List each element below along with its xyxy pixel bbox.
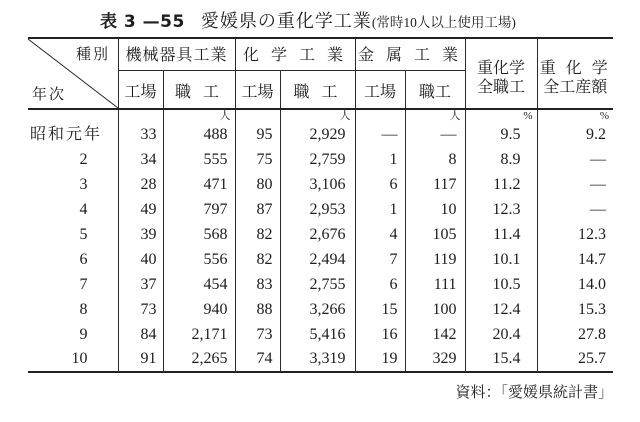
machinery-factories-cell: 34 [118, 147, 163, 172]
heavy-chem-output-pct-cell: 15.3 [537, 297, 613, 322]
chemical-workers-cell: 3,106 [280, 172, 355, 197]
chemical-workers-cell: 5,416 [280, 322, 355, 347]
heavy-chem-workers-pct-cell: 11.2 [465, 172, 537, 197]
heavy-chem-workers-pct-cell: 20.4 [465, 322, 537, 347]
chemical-factories-cell: 82 [235, 247, 280, 272]
heavy-chem-output-pct-cell: — [537, 147, 613, 172]
machinery-workers-cell: 454 [163, 272, 235, 297]
heavy-chem-output-pct-cell: 9.2 [537, 122, 613, 147]
heavy-chem-workers-pct-cell: 10.5 [465, 272, 537, 297]
year-cell: 5 [79, 225, 88, 243]
metal-factories-cell: 19 [355, 347, 405, 372]
group-chemical-header: 化 学 工 業 [235, 38, 355, 70]
units-heavy-chem-workers: % [465, 109, 537, 122]
heavy-chem-workers-header [465, 38, 537, 109]
chemical-workers-cell: 2,755 [280, 272, 355, 297]
metal-factories-cell: 6 [355, 272, 405, 297]
machinery-factories-cell: 40 [118, 247, 163, 272]
machinery-workers-cell: 2,171 [163, 322, 235, 347]
machinery-factories-cell: 91 [118, 347, 163, 372]
heavy-chem-workers-pct-cell: 11.4 [465, 222, 537, 247]
metal-workers-cell: — [405, 122, 465, 147]
machinery-workers-cell: 555 [163, 147, 235, 172]
header-row-groups [28, 38, 613, 70]
units-metal-workers: 人 [405, 109, 465, 122]
chemical-workers-cell: 2,929 [280, 122, 355, 147]
table-body [28, 109, 613, 372]
table-number: 表 3 —55 [100, 12, 185, 32]
table-row [28, 272, 613, 297]
metal-factories-cell: 1 [355, 197, 405, 222]
metal-factories-header: 工場 [355, 70, 405, 109]
table-row [28, 297, 613, 322]
metal-factories-cell: 4 [355, 222, 405, 247]
heavy-chem-output-pct-cell: 27.8 [537, 322, 613, 347]
table-header [28, 38, 613, 109]
chemical-workers-cell: 2,494 [280, 247, 355, 272]
heavy-chem-output-pct-cell: 14.0 [537, 272, 613, 297]
metal-factories-cell: 7 [355, 247, 405, 272]
metal-factories-cell: 16 [355, 322, 405, 347]
chemical-workers-cell: 2,759 [280, 147, 355, 172]
year-cell: 2 [79, 150, 88, 168]
metal-workers-cell: 329 [405, 347, 465, 372]
machinery-workers-cell: 940 [163, 297, 235, 322]
heavy-chem-output-pct-cell: — [537, 197, 613, 222]
heavy-chem-workers-pct-cell: 12.3 [465, 197, 537, 222]
units-heavy-chem-output: % [537, 109, 613, 122]
chemical-workers-cell: 2,676 [280, 222, 355, 247]
metal-factories-cell: — [355, 122, 405, 147]
units-chemical-workers: 人 [280, 109, 355, 122]
column-header-kind: 種別 [75, 47, 110, 63]
machinery-workers-cell: 797 [163, 197, 235, 222]
year-cell: 10 [71, 350, 88, 367]
chemical-factories-cell: 74 [235, 347, 280, 372]
machinery-workers-header: 職 工 [163, 70, 235, 109]
machinery-workers-cell: 471 [163, 172, 235, 197]
corner-cell [28, 38, 118, 109]
units-machinery-workers: 人 [163, 109, 235, 122]
table-row [28, 122, 613, 147]
title-main: 愛媛県の重化学工業 [200, 11, 372, 31]
metal-workers-cell: 119 [405, 247, 465, 272]
machinery-workers-cell: 556 [163, 247, 235, 272]
group-metal-header: 金 属 工 業 [355, 38, 465, 70]
heavy-chem-output-pct-cell: 14.7 [537, 247, 613, 272]
units-year-cell [28, 109, 118, 122]
heavy-chem-workers-pct-cell: 12.4 [465, 297, 537, 322]
metal-factories-cell: 1 [355, 147, 405, 172]
chemical-factories-cell: 75 [235, 147, 280, 172]
table-title [100, 8, 516, 34]
chemical-factories-cell: 82 [235, 222, 280, 247]
chemical-factories-cell: 73 [235, 322, 280, 347]
machinery-factories-header: 工場 [118, 70, 163, 109]
metal-workers-cell: 142 [405, 322, 465, 347]
heavy-chemical-industry-table [28, 37, 613, 373]
metal-workers-cell: 111 [405, 272, 465, 297]
machinery-factories-cell: 49 [118, 197, 163, 222]
chemical-factories-cell: 80 [235, 172, 280, 197]
units-row [28, 109, 613, 122]
table-row [28, 347, 613, 372]
machinery-workers-cell: 488 [163, 122, 235, 147]
corner-box [28, 39, 118, 108]
machinery-factories-cell: 33 [118, 122, 163, 147]
heavy-chem-workers-pct-cell: 10.1 [465, 247, 537, 272]
source-note: 資料：「愛媛県統計書」 [455, 385, 613, 401]
chemical-factories-cell: 88 [235, 297, 280, 322]
year-cell: 7 [79, 275, 88, 293]
metal-factories-cell: 6 [355, 172, 405, 197]
metal-workers-cell: 100 [405, 297, 465, 322]
chemical-workers-cell: 2,953 [280, 197, 355, 222]
chemical-workers-header: 職 工 [280, 70, 355, 109]
machinery-workers-cell: 568 [163, 222, 235, 247]
chemical-factories-cell: 95 [235, 122, 280, 147]
units-chemical-factories [235, 109, 280, 122]
heavy-chem-workers-header-line2: 全職工 [477, 78, 526, 96]
heavy-chem-workers-pct-cell: 9.5 [465, 122, 537, 147]
heavy-chem-workers-pct-cell: 15.4 [465, 347, 537, 372]
table-row [28, 222, 613, 247]
chemical-factories-cell: 83 [235, 272, 280, 297]
year-cell: 6 [79, 250, 88, 268]
metal-workers-header: 職工 [405, 70, 465, 109]
year-cell: 9 [79, 325, 88, 343]
chemical-factories-cell: 87 [235, 197, 280, 222]
year-cell: 昭和元年 [30, 125, 103, 143]
year-cell: 4 [79, 200, 88, 218]
heavy-chem-output-pct-cell: — [537, 172, 613, 197]
units-metal-factories [355, 109, 405, 122]
metal-workers-cell: 105 [405, 222, 465, 247]
machinery-workers-cell: 2,265 [163, 347, 235, 372]
machinery-factories-cell: 73 [118, 297, 163, 322]
heavy-chem-output-header-line2: 全工産額 [543, 78, 608, 96]
year-cell: 3 [79, 175, 88, 193]
table-row [28, 197, 613, 222]
heavy-chem-output-header [537, 38, 613, 109]
heavy-chem-output-header-line1: 重 化 学 [539, 59, 611, 77]
machinery-factories-cell: 39 [118, 222, 163, 247]
heavy-chem-output-pct-cell: 12.3 [537, 222, 613, 247]
units-machinery-factories [118, 109, 163, 122]
metal-workers-cell: 10 [405, 197, 465, 222]
row-header-year: 年次 [32, 87, 67, 103]
table-row [28, 172, 613, 197]
heavy-chem-workers-header-line1: 重化学 [477, 59, 526, 77]
chemical-factories-header: 工場 [235, 70, 280, 109]
metal-factories-cell: 15 [355, 297, 405, 322]
table-row [28, 247, 613, 272]
heavy-chem-output-pct-cell: 25.7 [537, 347, 613, 372]
heavy-chem-workers-pct-cell: 8.9 [465, 147, 537, 172]
chemical-workers-cell: 3,319 [280, 347, 355, 372]
machinery-factories-cell: 84 [118, 322, 163, 347]
machinery-factories-cell: 28 [118, 172, 163, 197]
title-note: (常時10人以上使用工場) [371, 15, 516, 30]
table-row [28, 147, 613, 172]
chemical-workers-cell: 3,266 [280, 297, 355, 322]
metal-workers-cell: 8 [405, 147, 465, 172]
table-row [28, 322, 613, 347]
metal-workers-cell: 117 [405, 172, 465, 197]
machinery-factories-cell: 37 [118, 272, 163, 297]
group-machinery-header: 機械器具工業 [118, 38, 235, 70]
year-cell: 8 [79, 300, 88, 318]
